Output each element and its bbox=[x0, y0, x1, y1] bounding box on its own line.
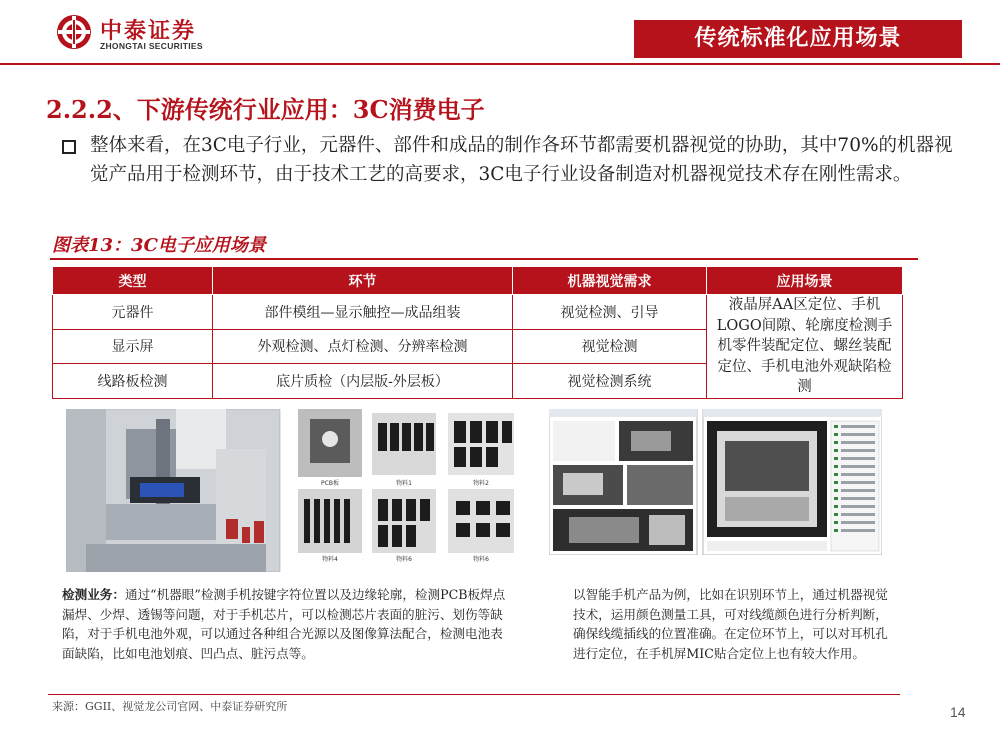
table-cell-need: 视觉检测系统 bbox=[513, 364, 707, 399]
left-description-text: 通过“机器眼”检测手机按键字符位置以及边缘轮廓，检测PCB板焊点漏焊、少焊、透锡等问题，对于手机芯片，可以检测芯片表面的脏污、划伤等缺陷，对于手机电池外观，可以通过各种组合光源以及图像算法配合，检测电池表面缺陷，比如电池划痕、凹凸点、脏污点等。 bbox=[62, 587, 506, 661]
header-divider bbox=[0, 63, 1000, 65]
right-description: 以智能手机产品为例，比如在识别环节上，通过机器视觉技术，运用颜色测量工具，可对线缆颜色进行分析判断，确保线缆插线的位置准确。在定位环节上，可以对耳机孔进行定位，在手机屏MIC贴合定位上也有较大作用。 bbox=[573, 587, 888, 661]
section-title: 2.2.2、下游传统行业应用：3C消费电子 bbox=[46, 95, 485, 124]
left-description-label: 检测业务： bbox=[62, 587, 125, 602]
thumbnail-label: 物料1 bbox=[396, 480, 412, 487]
table-cell-need: 视觉检测 bbox=[513, 329, 707, 364]
logo-text-cn: 中泰证券 bbox=[100, 19, 197, 44]
source-note: 来源：GGII、视觉龙公司官网、中泰证券研究所 bbox=[52, 700, 288, 713]
table-header-cell: 应用场景 bbox=[707, 267, 903, 295]
table-cell-type: 显示屏 bbox=[53, 329, 213, 364]
zhongtai-logo-icon bbox=[56, 14, 92, 50]
software-screen-right bbox=[703, 409, 882, 555]
inspection-photo-composite bbox=[66, 409, 516, 572]
table-cell-scene: 液晶屏AA区定位、手机LOGO间隙、轮廓度检测手机零件装配定位、螺丝装配定位、手机电池外观缺陷检测 bbox=[707, 295, 903, 399]
thumbnail-label: 物料6 bbox=[396, 556, 412, 563]
intro-paragraph: 整体来看，在3C电子行业，元器件、部件和成品的制作各环节都需要机器视觉的协助，其中70%的机器视觉产品用于检测环节，由于技术工艺的高要求，3C电子行业设备制造对机器视觉技术存在刚性需求。 bbox=[90, 135, 953, 185]
footer-divider bbox=[48, 694, 900, 695]
table-cell-type: 元器件 bbox=[53, 295, 213, 330]
thumbnail-label: 物料6 bbox=[473, 556, 489, 563]
table-header-row bbox=[53, 267, 903, 295]
table-header-cell: 类型 bbox=[53, 267, 213, 295]
table-cell-stage: 外观检测、点灯检测、分辨率检测 bbox=[213, 329, 513, 364]
thumbnail-label: 物料4 bbox=[322, 556, 338, 563]
vision-software-screenshots bbox=[549, 409, 882, 555]
page-number: 14 bbox=[950, 704, 966, 720]
software-screen-left bbox=[549, 409, 697, 555]
table-cell-stage: 部件模组—显示触控—成品组装 bbox=[213, 295, 513, 330]
bullet-square-icon bbox=[62, 140, 76, 154]
table-header-cell: 机器视觉需求 bbox=[513, 267, 707, 295]
thumbnail-label: PCB板 bbox=[321, 480, 339, 487]
logo-text-en: ZHONGTAI SECURITIES bbox=[100, 41, 203, 51]
figure-title: 图表13：3C电子应用场景 bbox=[52, 235, 266, 256]
table-cell-need: 视觉检测、引导 bbox=[513, 295, 707, 330]
table-header-cell: 环节 bbox=[213, 267, 513, 295]
table-cell-stage: 底片质检（内层版-外层板） bbox=[213, 364, 513, 399]
table-cell-type: 线路板检测 bbox=[53, 364, 213, 399]
application-table bbox=[52, 266, 903, 399]
thumbnail-label: 物料2 bbox=[473, 480, 489, 487]
inspection-machine-photo bbox=[66, 409, 280, 572]
header-tag: 传统标准化应用场景 bbox=[634, 20, 962, 58]
figure-divider bbox=[50, 258, 918, 260]
table-row bbox=[53, 295, 903, 330]
left-description bbox=[62, 585, 512, 663]
